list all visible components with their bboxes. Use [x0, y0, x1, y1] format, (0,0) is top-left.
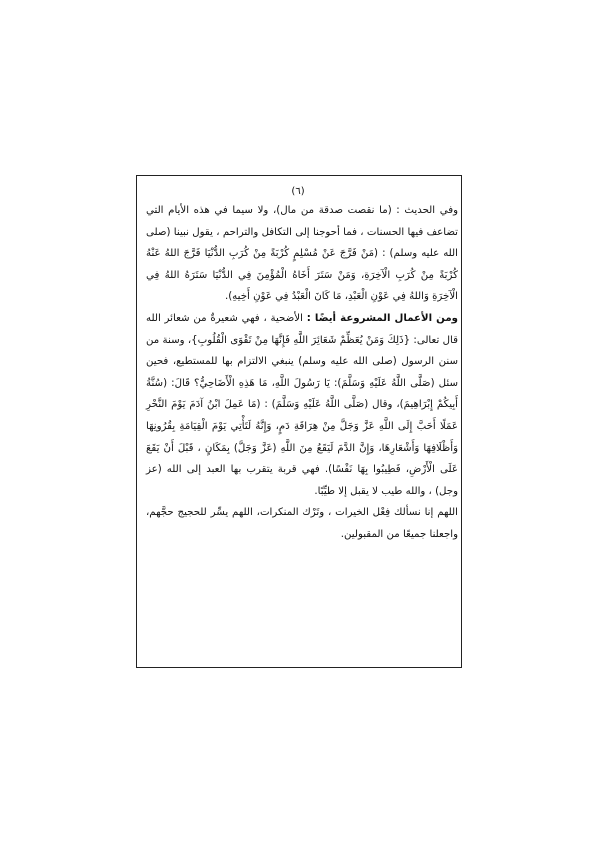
article-body [146, 200, 458, 546]
paragraph-text: وفي الحديث : (ما نقصت صدقة من مال)، ولا سيما في هذه الأيام التي تضاعف فيها الحسنات ، فما أحوجنا إلى التكافل والتراحم ، يقول نبينا (صلى الله عليه وسلم) : (مَنْ فَرَّجَ عَنْ مُسْلِمٍ كُرْبَةً مِنْ كُرَبِ الدُّنْيَا فَرَّجَ اللهُ عَنْهُ كُرْبَةً مِنْ كُرَبِ الْآخِرَةِ، وَمَنْ سَتَرَ أَخَاهُ الْمُؤْمِنَ فِي الدُّنْيَا سَتَرَهُ اللهُ فِي الْآخِرَةِ وَاللهُ فِي عَوْنِ الْعَبْدِ، مَا كَانَ الْعَبْدُ فِي عَوْنِ أَخِيهِ). [146, 205, 458, 303]
paragraph-sacrifice [146, 308, 458, 502]
paragraph-text: الأضحية ، فهي شعيرةٌ من شعائر الله قال تعالى: {ذَلِكَ وَمَنْ يُعَظِّمْ شَعَائِرَ اللَّهِ فَإِنَّهَا مِنْ تَقْوَى الْقُلُوبِ}، وسنة من سنن الرسول (صلى الله عليه وسلم) ينبغي الالتزام بها للمستطيع، فحين سئل (صَلَّى اللَّهُ عَلَيْهِ وَسَلَّمَ): يَا رَسُولَ اللَّهِ، مَا هَذِهِ الْأَضَاحِيُّ؟ قَالَ: (سُنَّةُ أَبِيكُمْ إِبْرَاهِيمَ)، وقال (صَلَّى اللَّهُ عَلَيْهِ وَسَلَّمَ) : (مَا عَمِلَ ابْنُ آدَمَ يَوْمَ النَّحْرِ عَمَلًا أَحَبَّ إِلَى اللَّهِ عَزَّ وَجَلَّ مِنْ هِرَاقَةِ دَمٍ، وَإِنَّهُ لَتَأْتِي يَوْمَ الْقِيَامَةِ بِقُرُونِهَا وَأَظْلَافِهَا وَأَشْعَارِهَا، وَإِنَّ الدَّمَ لَيَقَعُ مِنَ اللَّهِ (عَزَّ وَجَلَّ) بِمَكَانٍ ، قَبْلَ أَنْ يَقَعَ عَلَى الْأَرْضِ، فَطِيبُوا بِهَا نَفْسًا). فهي قربة يتقرب بها العبد إلى الله (عز وجل) ، والله طيب لا يقبل إلا طيِّبًا. [146, 312, 458, 497]
page-number: (٦) [291, 186, 305, 197]
paragraph-text: اللهم إنا نسألك فِعْل الخيرات ، وتَرْك المنكرات، اللهم يسِّر للحجيج حجَّهم، واجعلنا جميعًا من المقبولين. [146, 507, 458, 540]
paragraph-closing-prayer [146, 502, 458, 545]
paragraph-lead: ومن الأعمال المشروعة أيضًا : [306, 312, 458, 324]
paragraph-hadith-charity [146, 200, 458, 308]
